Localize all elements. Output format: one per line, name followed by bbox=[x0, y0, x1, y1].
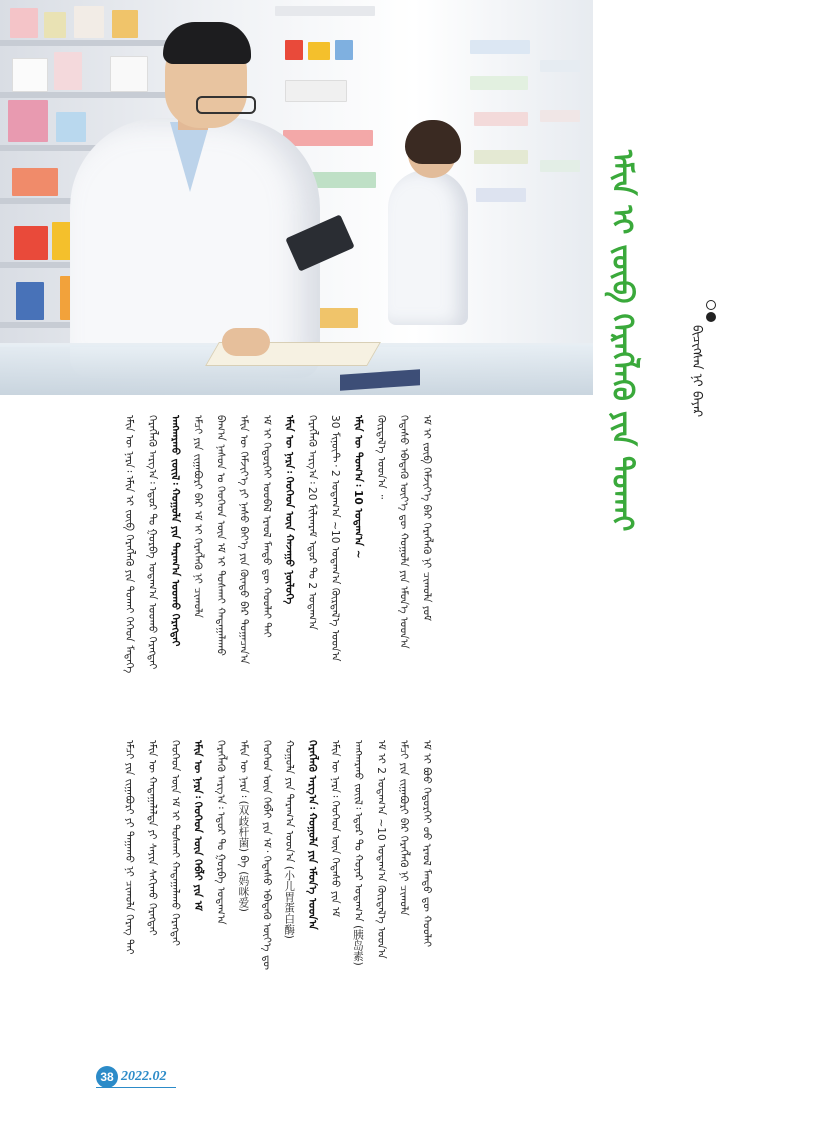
medicine-box bbox=[12, 168, 58, 196]
body-column-top bbox=[122, 415, 722, 715]
body-line: ᠡᠮᠢᠨ ᠦ ᠨᠡᠷᠡ᠄ ᠬᠡᠦᠬᠡᠳ ᠦᠨ ᠬᠠᠵᠠᠭᠤ ᠨᠥᠯᠦᠭᠡ bbox=[283, 415, 296, 605]
glasses bbox=[196, 96, 256, 114]
body-line: ᠠᠩᠬᠠᠷᠬᠤ ᠵᠦᠢᠯ᠄ ᠬᠤᠭᠤᠯᠠ ᠶᠢᠨ ᠳᠠᠷᠠᠭ᠎ᠠ ᠤᠤᠬᠤ ᠬᠡᠷᠡᠭᠲᠡᠢ bbox=[168, 415, 181, 647]
body-line: ᠬᠣᠭᠤᠯᠠ ᠶᠢᠨ ᠳᠠᠷᠠᠭ᠎ᠠ ᠤᠤᠨ᠎ᠠ (小儿胃蛋白酶) bbox=[283, 740, 296, 939]
medicine-box bbox=[540, 160, 580, 172]
medicine-box bbox=[44, 12, 66, 38]
body-line: ᠬᠡᠦᠬᠡᠳ ᠦᠨ ᠬᠡᠪᠯᠢ ᠶᠢᠨ ᠡᠮ᠂ ᠭᠡᠳᠡᠰᠦ ᠡᠪᠡᠳᠡᠬᠦ ᠦᠶ᠎ᠡ ᠳᠦ bbox=[260, 740, 273, 970]
body-line: ᠡᠮᠴᠢ ᠶᠢᠨ ᠵᠢᠭᠠᠪᠤᠷᠢ ᠪᠡᠷ ᠡᠮ ᠢ ᠬᠡᠷᠡᠭᠯᠡᠬᠦ ᠨᠢ ᠴᠢᠬᠤᠯᠠ bbox=[191, 415, 204, 618]
medicine-box bbox=[112, 10, 138, 38]
body-line: ᠡᠮᠢᠨ ᠦ ᠬᠡᠮᠵᠢᠶ᠎ᠡ ᠶᠢ ᠨᠠᠰᠤ ᠪᠡᠶ᠎ᠡ ᠶᠢᠨ ᠬᠦᠨᠳᠦ ᠪᠡᠷ ᠲᠣᠭᠠᠴᠠᠨ᠎ᠠ bbox=[237, 415, 250, 665]
body-line: ᠡᠮᠢᠨ ᠦ ᠨᠡᠷᠡ᠄ ᠡᠮᠢᠨ ᠢ ᠵᠥᠪ ᠬᠡᠷᠡᠭᠯᠡᠬᠦ ᠶᠢᠨ ᠲᠤᠬᠠᠢ ᠬᠡᠭᠡᠳ ᠮᠡᠳᠡᠭᠡ bbox=[123, 415, 135, 674]
body-line: ᠡᠮ ᠢ ᠬᠡᠲᠦᠷᠬᠡᠢ ᠤᠤᠪᠠᠯ ᠡᠷᠡᠦᠯ ᠮᠡᠨᠳᠦ ᠳᠦ ᠬᠣᠣᠯᠠᠢ ᠲᠠᠢ bbox=[260, 415, 273, 638]
medicine-box bbox=[12, 58, 48, 92]
medicine-box bbox=[285, 40, 303, 60]
body-line: ᠬᠡᠷᠡᠭᠯᠡᠬᠦ ᠠᠷᠭ᠎ᠠ᠄ ᠡᠳᠦᠷ ᠲᠤ ᠭᠤᠷᠪᠠ ᠤᠳᠠᠭ᠎ᠠ ᠤᠤᠬᠤ ᠬᠡᠷᠡᠭᠲᠡᠢ bbox=[145, 415, 158, 670]
page-number: 38 bbox=[96, 1066, 118, 1088]
body-line: ᠡᠮᠢᠨ ᠦ ᠨᠡᠷᠡ᠄ ᠬᠡᠦᠬᠡᠳ ᠦᠨ ᠬᠡᠪᠯᠢ ᠶᠢᠨ ᠡᠮ bbox=[191, 740, 204, 911]
body-line: ᠡᠮ ᠢ ᠪᠦᠦ ᠬᠡᠲᠦᠷᠬᠡᠢ ᠤᠤ ᠡᠷᠡᠦᠯ ᠮᠡᠨᠳᠦ ᠳᠦ ᠬᠣᠣᠯᠠᠢ bbox=[420, 740, 433, 948]
article-title-text: ᠡᠮᠢᠨ ᠢ ᠵᠥᠪ ᠬᠡᠷᠡᠭᠯᠡᠬᠦ ᠶᠢᠨ ᠲᠤᠬᠠᠢ bbox=[606, 150, 640, 532]
shelf bbox=[0, 40, 170, 46]
body-line: ᠬᠡᠷᠡᠭᠯᠡᠬᠦ ᠠᠷᠭ᠎ᠠ᠄ ᠡᠳᠦᠷ ᠲᠤ ᠭᠤᠷᠪᠠ ᠤᠳᠠᠭ᠎ᠠ bbox=[214, 740, 227, 925]
body-line: ᠭᠡᠳᠡᠰᠦ ᠡᠪᠡᠳᠡᠬᠦ ᠦᠶ᠎ᠡ ᠳᠦ ᠬᠣᠭᠤᠯᠠ ᠶᠢᠨ ᠡᠮᠦᠨ᠎ᠡ ᠤᠤᠨ᠎ᠠ bbox=[397, 415, 410, 649]
body-line: ᠬᠡᠦᠬᠡᠳ ᠦᠨ ᠡᠮ ᠢ ᠲᠤᠰᠬᠠᠢ ᠬᠠᠳᠠᠭᠠᠯᠠᠬᠤ ᠬᠡᠷᠡᠭᠲᠡᠢ bbox=[168, 740, 181, 946]
shelf bbox=[0, 92, 170, 98]
medicine-box bbox=[54, 52, 82, 90]
article-title bbox=[606, 150, 650, 532]
author-label: ᠪᠢᠴᠢᠭᠰᠡᠨ ᠨᠢ bbox=[689, 325, 704, 387]
author-block bbox=[689, 325, 720, 417]
medicine-box bbox=[470, 76, 528, 90]
medicine-box bbox=[56, 112, 86, 142]
medicine-box bbox=[8, 100, 48, 142]
female-pharmacist bbox=[388, 170, 468, 325]
body-line: ᠡᠮ ᠢ 2 ᠤᠳᠠᠭ᠎ᠠ ~10 ᠤᠳᠠᠭ᠎ᠠ ᠬᠦᠷᠲᠡᠯ᠎ᠡ ᠤᠤᠨ᠎ᠠ bbox=[374, 740, 387, 959]
body-line: ᠠᠩᠬᠠᠷᠬᠤ ᠵᠦᠢᠯ᠄ ᠡᠳᠦᠷ ᠲᠤ ᠬᠣᠶᠠᠷ ᠤᠳᠠᠭ᠎ᠠ (胰岛素) bbox=[351, 740, 364, 966]
body-line: ᠡᠮᠢᠨ ᠦ ᠨᠡᠷᠡ᠄ (双歧杆菌) ᠪᠠ (妈咪爱) bbox=[237, 740, 250, 912]
medicine-box bbox=[283, 130, 373, 146]
medicine-box bbox=[474, 112, 528, 126]
medicine-box bbox=[540, 110, 580, 122]
medicine-box bbox=[474, 150, 528, 164]
body-line: ᠪᠠᠭ᠎ᠠ ᠨᠠᠰᠤᠨ ᠤ ᠬᠡᠦᠬᠡᠳ ᠦᠨ ᠡᠮ ᠢ ᠲᠤᠰᠬᠠᠢ ᠬᠠᠳᠠᠭᠠᠯᠠᠬᠤ bbox=[214, 415, 227, 656]
medicine-box bbox=[10, 8, 38, 38]
body-line: ᠡᠮᠢᠨ ᠦ ᠲᠣᠭ᠎ᠠ᠄ 10 ᠤᠳᠠᠭ᠎ᠠ ~ bbox=[351, 415, 364, 559]
female-pharmacist-hair bbox=[405, 120, 461, 164]
writing-hand bbox=[222, 328, 270, 356]
body-line: 30 ᠮᠢᠨᠦ᠋ᠲ᠂ 2 ᠤᠳᠠᠭ᠎ᠠ ~10 ᠤᠳᠠᠭ᠎ᠠ ᠬᠦᠷᠲᠡᠯ᠎ᠡ ᠤᠤᠨ᠎ᠠ bbox=[329, 415, 342, 662]
page-footer bbox=[96, 1066, 167, 1088]
shelf bbox=[275, 6, 375, 16]
body-line: ᠡᠮ ᠢ ᠵᠥᠪ ᠬᠡᠮᠵᠢᠶ᠎ᠡ ᠪᠡᠷ ᠬᠡᠷᠡᠭᠯᠡᠬᠦ ᠨᠢ ᠴᠢᠬᠤᠯᠠ ᠶᠤᠮ bbox=[420, 415, 433, 622]
male-pharmacist-hair bbox=[163, 22, 251, 64]
issue-date: 2022.02 bbox=[121, 1069, 167, 1084]
body-line: ᠡᠮᠢᠨ ᠦ ᠨᠡᠷᠡ᠄ ᠬᠡᠦᠬᠡᠳ ᠦᠨ ᠭᠡᠳᠡᠰᠦ ᠶᠢᠨ ᠡᠮ bbox=[329, 740, 342, 918]
author-marker bbox=[702, 300, 720, 322]
author-name: ᠪᠠᠶᠠᠷ bbox=[689, 390, 704, 417]
body-column-bottom bbox=[122, 740, 722, 1040]
medicine-box bbox=[476, 188, 526, 202]
body-line: ᠡᠮᠢᠨ ᠦ ᠬᠠᠳᠠᠭᠠᠯᠠᠯᠲᠠ ᠶᠢ ᠰᠠᠶᠢᠨ ᠰᠠᠬᠢᠬᠤ ᠬᠡᠷᠡᠭᠲᠡᠢ bbox=[145, 740, 158, 936]
medicine-box bbox=[335, 40, 353, 60]
pharmacy-photo bbox=[0, 0, 593, 395]
medicine-box bbox=[16, 282, 44, 320]
body-line: ᠡᠮᠴᠢ ᠶᠢᠨ ᠵᠢᠭᠠᠪᠤᠷᠢ ᠶᠢ ᠳᠠᠭᠠᠬᠤ ᠨᠢ ᠴᠢᠬᠤᠯᠠ ᠬᠡᠷᠡᠭ ᠲᠡᠢ bbox=[123, 740, 135, 955]
medicine-box bbox=[540, 60, 580, 72]
open-circle-icon bbox=[706, 300, 716, 310]
body-line: ᠬᠦᠷᠲᠡᠯ᠎ᠡ ᠤᠤᠨ᠎ᠠ ᠃ bbox=[374, 415, 387, 500]
medicine-box bbox=[74, 6, 104, 38]
medicine-box bbox=[285, 80, 347, 102]
body-line: ᠬᠡᠷᠡᠭᠯᠡᠬᠦ ᠠᠷᠭ᠎ᠠ᠄ ᠬᠣᠭᠤᠯᠠ ᠶᠢᠨ ᠡᠮᠦᠨ᠎ᠡ ᠤᠤᠨ᠎ᠠ bbox=[306, 740, 319, 930]
body-line: ᠡᠮᠴᠢ ᠶᠢᠨ ᠵᠢᠭᠠᠪᠤᠷᠢ ᠪᠡᠷ ᠬᠡᠷᠡᠭᠯᠡᠬᠦ ᠨᠢ ᠴᠢᠬᠤᠯᠠ bbox=[397, 740, 410, 916]
medicine-box bbox=[110, 56, 148, 92]
footer-rule bbox=[96, 1087, 176, 1088]
filled-circle-icon bbox=[706, 312, 716, 322]
body-line: ᠬᠡᠷᠡᠭᠯᠡᠬᠦ ᠠᠷᠭ᠎ᠠ᠄ 20 ᠮᠢᠯᠢᠭᠷᠠᠮ ᠡᠳᠦᠷ ᠲᠤ 2 ᠤᠳᠠᠭ᠎ᠠ bbox=[306, 415, 319, 631]
medicine-box bbox=[470, 40, 530, 54]
medicine-box bbox=[14, 226, 48, 260]
medicine-box bbox=[308, 42, 330, 60]
